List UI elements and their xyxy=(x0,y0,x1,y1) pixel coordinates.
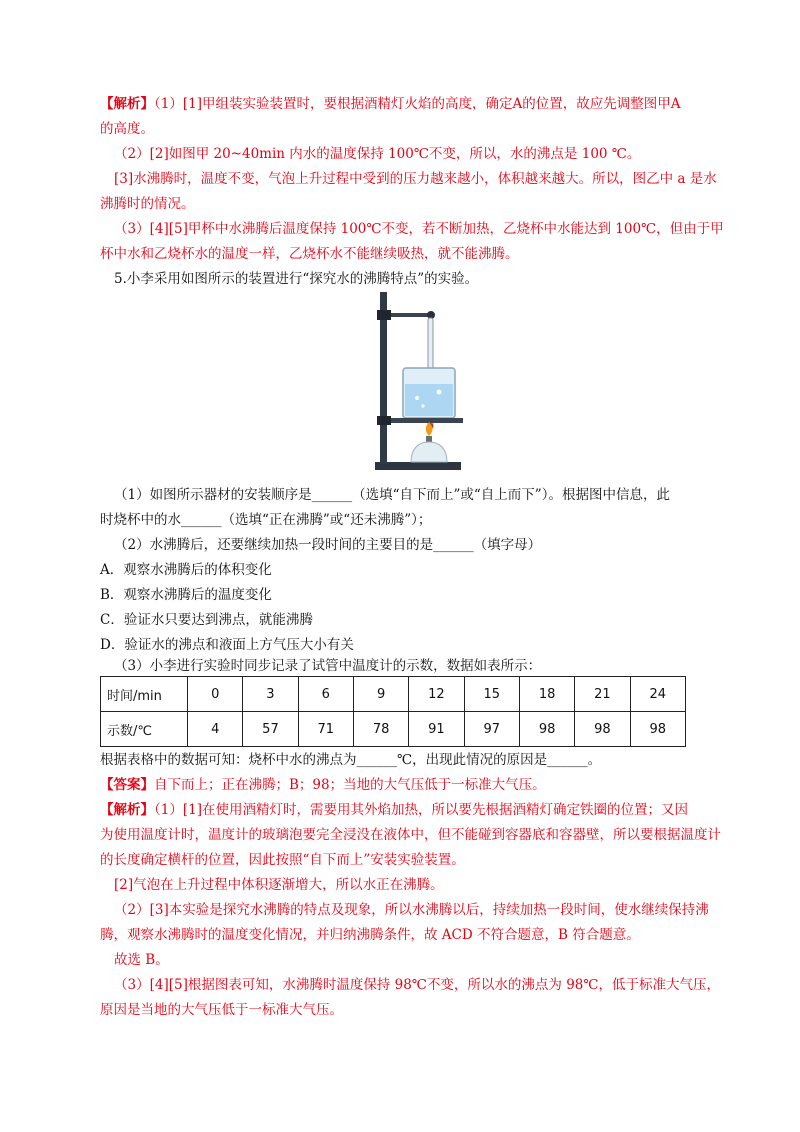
q3-stem: （3）小李进行实验时同步记录了试管中温度计的示数，数据如表所示： xyxy=(114,658,542,674)
temperature-table xyxy=(100,676,686,747)
table-cell: 98 xyxy=(630,712,685,747)
table-cell: 6 xyxy=(298,677,353,712)
q2-stem: （2）水沸腾后，还要继续加热一段时间的主要目的是______（填字母） xyxy=(114,537,542,553)
table-cell: 21 xyxy=(575,677,630,712)
table-cell: 9 xyxy=(353,677,408,712)
q1-line-1: （1）如图所示器材的安装顺序是______（选填“自下而上”或“自上而下”）。根据图中信息，此 xyxy=(114,487,670,503)
table-cell: 71 xyxy=(298,712,353,747)
table-cell: 12 xyxy=(409,677,464,712)
analysis-label: 【解析】 xyxy=(100,802,154,818)
analysis-line-9: 原因是当地的大气压低于一标准大气压。 xyxy=(100,1002,343,1018)
prev-analysis-line-6: （3）[4][5]甲杯中水沸腾后温度保持 100℃不变，若不断加热，乙烧杯中水能达到 100℃，但由于甲 xyxy=(114,221,724,237)
table-cell: 78 xyxy=(353,712,408,747)
prev-analysis-line-3: （2）[2]如图甲 20~40min 内水的温度保持 100℃不变，所以，水的沸点是 100 ℃。 xyxy=(114,146,641,162)
answer-label: 【答案】 xyxy=(100,777,154,793)
alcohol-lamp xyxy=(411,442,447,462)
ring-support xyxy=(391,418,463,423)
table-cell: 98 xyxy=(519,712,574,747)
analysis-line-7: 故选 B。 xyxy=(114,952,169,968)
table-row xyxy=(101,677,686,712)
prev-analysis-line-1: 【解析】（1）[1]甲组装实验装置时，要根据酒精灯火焰的高度，确定A的位置，故应先调整图甲A xyxy=(100,96,681,112)
analysis-line-6: 腾，观察水沸腾时的温度变化情况，并归纳沸腾条件，故 ACD 不符合题意，B 符合题意。 xyxy=(100,927,640,943)
option-a: A．观察水沸腾后的体积变化 xyxy=(100,562,272,578)
prev-analysis-line-4: [3]水沸腾时，温度不变，气泡上升过程中受到的压力越来越小，体积越来越大。所以，图乙中 a 是水 xyxy=(114,171,717,187)
clamp-arm xyxy=(391,313,431,317)
analysis-line-1: 【解析】（1）[1]在使用酒精灯时，需要用其外焰加热，所以要先根据酒精灯确定铁圈的位置；又因 xyxy=(100,802,688,818)
analysis-line-2: 为使用温度计时，温度计的玻璃泡要完全浸没在液体中，但不能碰到容器底和容器壁，所以要根据温度计 xyxy=(100,827,721,843)
table-row xyxy=(101,712,686,747)
analysis-line-8: （3）[4][5]根据图表可知，水沸腾时温度保持 98℃不变，所以水的沸点为 98℃，低于标准大气压， xyxy=(114,977,720,993)
q1-line-2: 时烧杯中的水______（选填“正在沸腾”或“还未沸腾”）； xyxy=(100,512,432,528)
table-cell: 0 xyxy=(188,677,243,712)
table-cell: 91 xyxy=(409,712,464,747)
option-c: C．验证水只要达到沸点，就能沸腾 xyxy=(100,612,313,628)
q3-followup: 根据表格中的数据可知：烧杯中水的沸点为______℃，出现此情况的原因是______。 xyxy=(100,752,602,768)
table-cell: 15 xyxy=(464,677,519,712)
row-header-reading: 示数/℃ xyxy=(101,712,188,747)
table-cell: 4 xyxy=(188,712,243,747)
option-d: D．验证水的沸点和液面上方气压大小有关 xyxy=(100,637,354,653)
table-cell: 57 xyxy=(243,712,298,747)
boiling-apparatus-figure xyxy=(365,286,475,474)
option-b: B．观察水沸腾后的温度变化 xyxy=(100,587,272,603)
analysis-line-4: [2]气泡在上升过程中体积逐渐增大，所以水正在沸腾。 xyxy=(114,877,444,893)
table-cell: 18 xyxy=(519,677,574,712)
answer-text: 自下而上；正在沸腾；B；98；当地的大气压低于一标准大气压。 xyxy=(154,777,546,793)
prev-analysis-line-7: 杯中水和乙烧杯水的温度一样，乙烧杯水不能继续吸热，就不能沸腾。 xyxy=(100,246,519,262)
table-cell: 3 xyxy=(243,677,298,712)
answer-line xyxy=(100,775,546,795)
analysis-label: 【解析】 xyxy=(100,96,154,112)
analysis-line-3: 的长度确定横杆的位置，因此按照“自下而上”安装实验装置。 xyxy=(100,852,465,868)
analysis-line-5: （2）[3]本实验是探究水沸腾的特点及现象，所以水沸腾以后，持续加热一段时间，使水继续保持沸 xyxy=(114,902,709,918)
prev-analysis-line-2: 的高度。 xyxy=(100,121,154,137)
question-stem: 5.小李采用如图所示的装置进行“探究水的沸腾特点”的实验。 xyxy=(114,271,479,287)
stand-base xyxy=(375,462,461,470)
table-cell: 24 xyxy=(630,677,685,712)
beaker-water xyxy=(405,384,453,416)
table-cell: 97 xyxy=(464,712,519,747)
row-header-time: 时间/min xyxy=(101,677,188,712)
prev-analysis-line-5: 沸腾时的情况。 xyxy=(100,196,195,212)
table-cell: 98 xyxy=(575,712,630,747)
